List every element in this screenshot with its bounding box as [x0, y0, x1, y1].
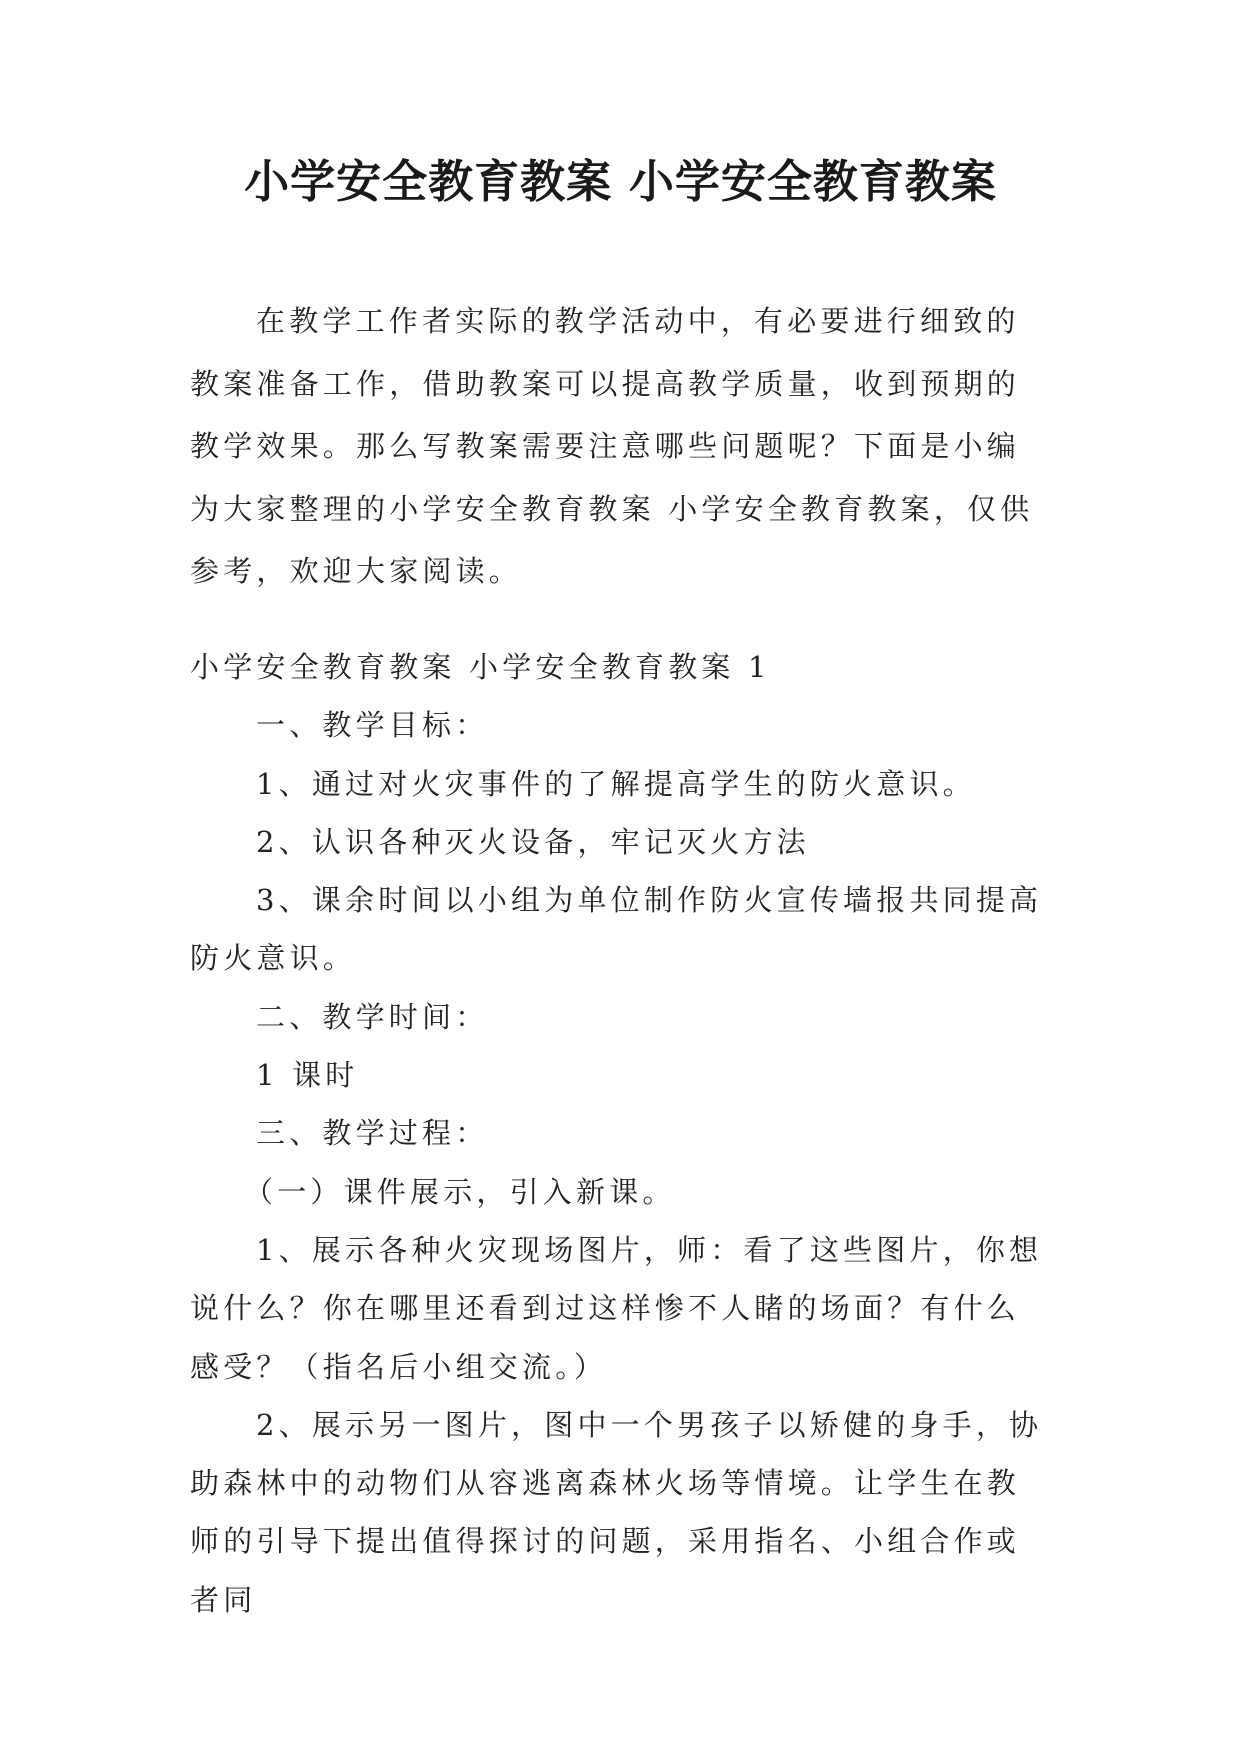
paragraph: 二、教学时间： — [256, 999, 489, 1034]
paragraph: 3、课余时间以小组为单位制作防火宣传墙报共同提高防火意识。 — [190, 883, 1043, 976]
lesson-plan-section — [190, 638, 1050, 1629]
paragraph: 1、展示各种火灾现场图片，师：看了这些图片，你想说什么？你在哪里还看到过这样惨不人睹的场面？有什么感受？（指名后小组交流。） — [190, 1232, 1043, 1384]
paragraph: 1 课时 — [256, 1058, 359, 1093]
paragraph: （一）课件展示，引入新课。 — [244, 1174, 676, 1209]
paragraph: 2、展示另一图片，图中一个男孩子以矫健的身手，协助森林中的动物们从容逃离森林火场等情境。让学生在教师的引导下提出值得探讨的问题，采用指名、小组合作或者同 — [190, 1407, 1043, 1617]
paragraph: 三、教学过程： — [256, 1116, 489, 1151]
document-title: 小学安全教育教案 小学安全教育教案 — [244, 155, 997, 208]
section-heading: 小学安全教育教案 小学安全教育教案 1 — [190, 650, 771, 684]
intro-paragraph: 在教学工作者实际的教学活动中，有必要进行细致的教案准备工作，借助教案可以提高教学质量，收到预期的教学效果。那么写教案需要注意哪些问题呢？下面是小编为大家整理的小学安全教育教案 小学安全教育教案，仅供参考，欢迎大家阅读。 — [190, 304, 1034, 588]
paragraph: 一、教学目标： — [256, 708, 489, 743]
paragraph: 1、通过对火灾事件的了解提高学生的防火意识。 — [256, 766, 976, 801]
paragraph: 2、认识各种灭火设备，牢记灭火方法 — [256, 824, 810, 859]
